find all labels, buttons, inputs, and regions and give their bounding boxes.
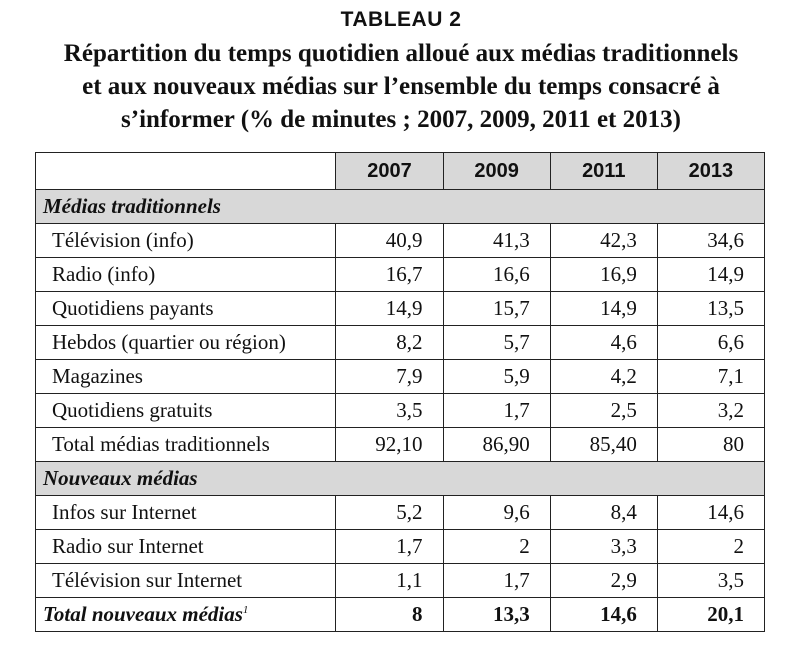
cell-value: 4,6 (550, 326, 657, 360)
table-row (36, 292, 765, 326)
cell-value: 1,7 (443, 564, 550, 598)
row-label: Quotidiens gratuits (36, 394, 336, 428)
cell-value: 8,4 (550, 496, 657, 530)
cell-value: 2,9 (550, 564, 657, 598)
cell-value: 41,3 (443, 224, 550, 258)
cell-value: 14,6 (657, 496, 764, 530)
row-label: Infos sur Internet (36, 496, 336, 530)
final-total-label: Total nouveaux médias (43, 602, 243, 626)
header-year: 2011 (550, 153, 657, 190)
table-row (36, 394, 765, 428)
table-row (36, 258, 765, 292)
cell-value: 8,2 (336, 326, 443, 360)
cell-value: 13,3 (443, 598, 550, 632)
table-row (36, 326, 765, 360)
cell-value: 8 (336, 598, 443, 632)
cell-value: 15,7 (443, 292, 550, 326)
cell-value: 3,3 (550, 530, 657, 564)
row-label: Magazines (36, 360, 336, 394)
title-line-1: Répartition du temps quotidien alloué aux médias traditionnels (63, 40, 739, 67)
header-blank-cell (36, 153, 336, 190)
footnote-marker: 1 (242, 604, 249, 616)
data-table (35, 152, 765, 632)
row-label (36, 598, 336, 632)
cell-value: 5,7 (443, 326, 550, 360)
cell-value: 3,2 (657, 394, 764, 428)
cell-value: 2 (443, 530, 550, 564)
table-tag: TABLEAU 2 (340, 8, 462, 31)
cell-value: 13,5 (657, 292, 764, 326)
row-label: Télévision (info) (36, 224, 336, 258)
cell-value: 92,10 (336, 428, 443, 462)
cell-value: 7,9 (336, 360, 443, 394)
final-total-row (36, 598, 765, 632)
cell-value: 7,1 (657, 360, 764, 394)
cell-value: 14,9 (657, 258, 764, 292)
cell-value: 1,7 (336, 530, 443, 564)
header-year: 2009 (443, 153, 550, 190)
cell-value: 1,7 (443, 394, 550, 428)
cell-value: 80 (657, 428, 764, 462)
cell-value: 14,9 (336, 292, 443, 326)
table-title (0, 37, 802, 136)
row-label: Total médias traditionnels (36, 428, 336, 462)
subtotal-row (36, 428, 765, 462)
cell-value: 5,2 (336, 496, 443, 530)
row-label: Télévision sur Internet (36, 564, 336, 598)
cell-value: 1,1 (336, 564, 443, 598)
cell-value: 85,40 (550, 428, 657, 462)
cell-value: 3,5 (657, 564, 764, 598)
row-label: Quotidiens payants (36, 292, 336, 326)
cell-value: 16,6 (443, 258, 550, 292)
cell-value: 16,7 (336, 258, 443, 292)
cell-value: 16,9 (550, 258, 657, 292)
section-heading: Médias traditionnels (36, 190, 765, 224)
row-label: Radio (info) (36, 258, 336, 292)
cell-value: 2,5 (550, 394, 657, 428)
cell-value: 86,90 (443, 428, 550, 462)
cell-value: 2 (657, 530, 764, 564)
cell-value: 34,6 (657, 224, 764, 258)
table-row (36, 564, 765, 598)
table-row (36, 224, 765, 258)
header-year: 2007 (336, 153, 443, 190)
cell-value: 3,5 (336, 394, 443, 428)
title-line-3: s’informer (% de minutes ; 2007, 2009, 2011 et 2013) (121, 106, 681, 133)
table-row (36, 360, 765, 394)
cell-value: 6,6 (657, 326, 764, 360)
cell-value: 40,9 (336, 224, 443, 258)
cell-value: 5,9 (443, 360, 550, 394)
cell-value: 4,2 (550, 360, 657, 394)
section-heading: Nouveaux médias (36, 462, 765, 496)
table-row (36, 530, 765, 564)
section-heading-row (36, 462, 765, 496)
cell-value: 14,6 (550, 598, 657, 632)
cell-value: 20,1 (657, 598, 764, 632)
header-year: 2013 (657, 153, 764, 190)
cell-value: 42,3 (550, 224, 657, 258)
header-row (36, 153, 765, 190)
row-label: Hebdos (quartier ou région) (36, 326, 336, 360)
cell-value: 14,9 (550, 292, 657, 326)
row-label: Radio sur Internet (36, 530, 336, 564)
cell-value: 9,6 (443, 496, 550, 530)
title-line-2: et aux nouveaux médias sur l’ensemble du temps consacré à (82, 73, 720, 100)
section-heading-row (36, 190, 765, 224)
table-row (36, 496, 765, 530)
